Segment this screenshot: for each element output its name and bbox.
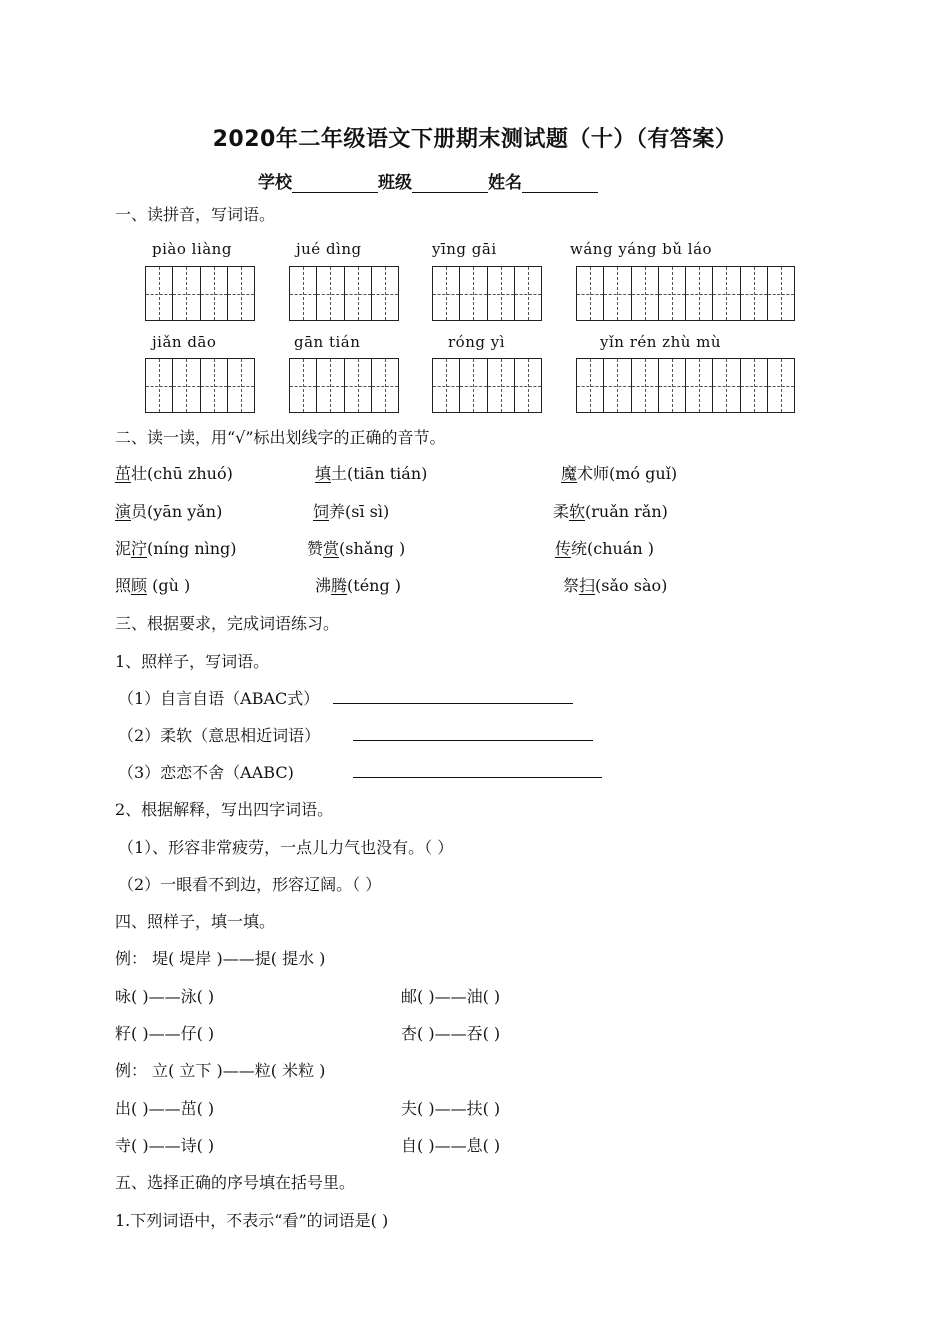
fill-item[interactable]: 自( )——息( ) [401,1136,501,1155]
student-info-line [258,168,598,193]
writing-grid[interactable] [576,266,795,321]
pronunciation-item[interactable]: 沸腾(téng ) [315,576,402,595]
pronunciation-item[interactable]: 茁壮(chū zhuó) [115,464,233,483]
writing-grid[interactable] [576,358,795,413]
pronunciation-item[interactable]: 传统(chuán ) [555,539,655,558]
writing-grid[interactable] [145,358,255,413]
fill-item[interactable]: 夫( )——扶( ) [401,1099,501,1118]
pinyin-label: jué dìng [296,240,362,258]
pronunciation-item[interactable]: 照顾 (gù ) [115,576,191,595]
pronunciation-item[interactable]: 魔术师(mó guǐ) [561,464,678,483]
example-text: 例： 堤( 堤岸 )——提( 提水 ) [115,949,326,968]
section-1-heading: 一、读拼音，写词语。 [115,205,276,224]
class-field[interactable] [412,174,488,193]
writing-grid[interactable] [145,266,255,321]
subsection-heading: 1、照样子，写词语。 [115,652,270,671]
answer-line[interactable] [353,722,593,741]
fill-item[interactable]: 邮( )——油( ) [401,987,501,1006]
school-label: 学校 [258,173,292,193]
fill-item[interactable]: 籽( )——仔( ) [115,1024,215,1043]
pinyin-label: gān tián [294,333,361,351]
pinyin-label: yǐn rén zhù mù [600,333,722,351]
example-text: 例： 立( 立下 )——粒( 米粒 ) [115,1061,326,1080]
question-text[interactable]: 1.下列词语中，不表示“看”的词语是( ) [115,1211,389,1230]
section-2-heading: 二、读一读，用“√”标出划线字的正确的音节。 [115,428,446,447]
page-title: 2020年二年级语文下册期末测试题（十）（有答案） [212,127,738,152]
question-text: （1）自言自语（ABAC式） [118,689,320,708]
writing-grid[interactable] [289,358,399,413]
pinyin-label: jiǎn dāo [152,333,217,351]
fill-item[interactable]: 杏( )——吞( ) [401,1024,501,1043]
subsection-heading: 2、根据解释，写出四字词语。 [115,800,334,819]
pronunciation-item[interactable]: 柔软(ruǎn rǎn) [553,502,668,521]
section-3-heading: 三、根据要求，完成词语练习。 [115,614,340,633]
pronunciation-item[interactable]: 祭扫(sǎo sào) [563,576,668,595]
pronunciation-item[interactable]: 饲养(sī sì) [313,502,390,521]
pinyin-label: piào liàng [152,240,232,258]
question-text[interactable]: （2）一眼看不到边，形容辽阔。（ ） [118,875,382,894]
pronunciation-item[interactable]: 赞赏(shǎng ) [307,539,406,558]
pronunciation-item[interactable]: 填土(tiān tián) [315,464,428,483]
answer-line[interactable] [353,759,602,778]
section-4-heading: 四、照样子，填一填。 [115,912,276,931]
pinyin-label: róng yì [448,333,506,351]
fill-item[interactable]: 咏( )——泳( ) [115,987,215,1006]
answer-line[interactable] [333,685,573,704]
pinyin-label: yīng gāi [432,240,497,258]
section-5-heading: 五、选择正确的序号填在括号里。 [115,1173,356,1192]
school-field[interactable] [292,174,378,193]
writing-grid[interactable] [432,266,542,321]
pronunciation-item[interactable]: 演员(yān yǎn) [115,502,223,521]
name-field[interactable] [522,174,598,193]
name-label: 姓名 [488,173,522,193]
question-text[interactable]: （1）、形容非常疲劳，一点儿力气也没有。（ ） [118,838,454,857]
question-text: （3）恋恋不舍（AABC) [118,763,294,782]
pinyin-label: wáng yáng bǔ láo [570,240,713,258]
fill-item[interactable]: 寺( )——诗( ) [115,1136,215,1155]
writing-grid[interactable] [432,358,542,413]
class-label: 班级 [378,173,412,193]
pronunciation-item[interactable]: 泥泞(níng nìng) [115,539,237,558]
fill-item[interactable]: 出( )——茁( ) [115,1099,215,1118]
question-text: （2）柔软（意思相近词语） [118,726,321,745]
writing-grid[interactable] [289,266,399,321]
